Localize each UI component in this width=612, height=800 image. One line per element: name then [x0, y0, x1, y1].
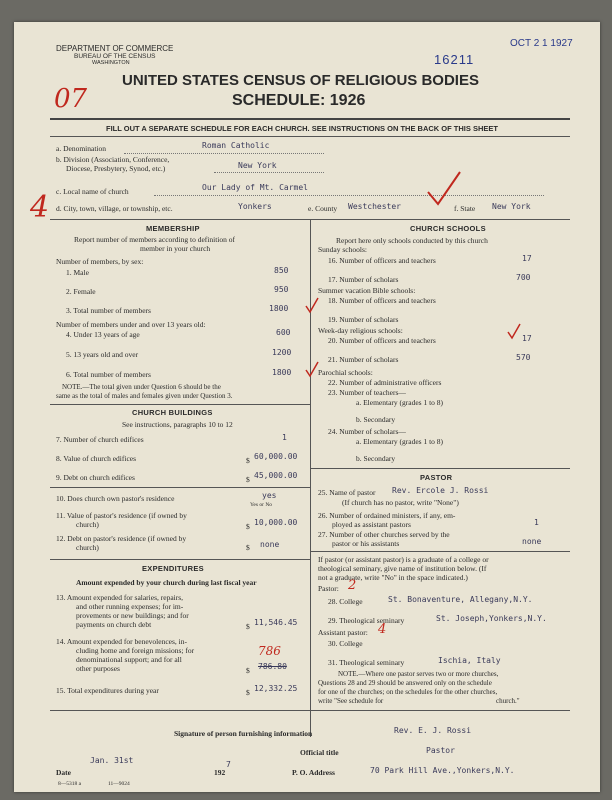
membership-intro-2: member in your church [140, 244, 211, 253]
q1-value: 850 [274, 266, 289, 275]
form-number-2: 11—9024 [108, 781, 130, 787]
pastor-sub-label: Pastor: [318, 584, 339, 593]
buildings-title: CHURCH BUILDINGS [132, 408, 213, 417]
division-label: b. Division (Association, Conference, [56, 155, 170, 164]
summer-label: Summer vacation Bible schools: [318, 286, 416, 295]
q4-value: 600 [276, 328, 291, 337]
grad-note: If pastor (or assistant pastor) is a graduate of a college or [318, 555, 489, 564]
q11-dollar: $ [246, 522, 250, 531]
q29-label: 29. Theological seminary [328, 616, 405, 625]
bureau-label: BUREAU OF THE CENSUS [74, 53, 156, 60]
q14-label-2: cluding home and foreign missions; for [76, 646, 195, 655]
q11-label-2: church) [76, 520, 99, 529]
signature-value: Rev. E. J. Rossi [394, 726, 472, 735]
by-sex-label: Number of members, by sex: [56, 257, 144, 266]
red-mark-07: 07 [54, 84, 88, 114]
assistant-label: Assistant pastor: [318, 628, 368, 637]
parochial-label: Parochial schools: [318, 368, 373, 377]
pastor-note-4: write "See schedule for [318, 697, 384, 705]
census-form-page [14, 22, 600, 792]
q10-value: yes [262, 491, 277, 500]
age-label: Number of members under and over 13 years old: [56, 320, 206, 329]
q4-label: 4. Under 13 years of age [66, 330, 140, 339]
q21-label: 21. Number of scholars [328, 355, 399, 364]
q24-label: 24. Number of scholars— [328, 427, 406, 436]
q7-label: 7. Number of church edifices [56, 435, 144, 444]
q31-value: Ischia, Italy [438, 656, 501, 665]
q6-label: 6. Total number of members [66, 370, 151, 379]
denomination-value: Roman Catholic [202, 141, 270, 150]
pastor-note-2: Questions 28 and 29 should be answered only on the schedule [318, 679, 492, 687]
q27-value: none [522, 537, 542, 546]
expenditures-sub: Amount expended by your church during last fiscal year [76, 578, 257, 587]
received-stamp: OCT 2 1 1927 [510, 38, 573, 49]
q20-label: 20. Number of officers and teachers [328, 336, 436, 345]
dept-label: DEPARTMENT OF COMMERCE [56, 44, 174, 53]
form-number: 8—5318 a [58, 781, 82, 787]
q9-dollar: $ [246, 475, 250, 484]
form-title: UNITED STATES CENSUS OF RELIGIOUS BODIES [122, 72, 479, 89]
buildings-sub: See instructions, paragraphs 10 to 12 [122, 420, 233, 429]
q26-label: 26. Number of ordained ministers, if any, em- [318, 511, 456, 520]
address-value: 70 Park Hill Ave.,Yonkers,N.Y. [370, 766, 515, 775]
q9-label: 9. Debt on church edifices [56, 473, 135, 482]
q26-value: 1 [534, 518, 539, 527]
city-label-field: d. City, town, village, or township, etc. [56, 204, 173, 213]
date-label: Date [56, 768, 71, 777]
q10-label: 10. Does church own pastor's residence [56, 494, 175, 503]
q17-value: 700 [516, 273, 531, 282]
q14-dollar: $ [246, 666, 250, 675]
q1-label: 1. Male [66, 268, 89, 277]
q28-label: 28. College [328, 597, 363, 606]
q5-value: 1200 [272, 348, 292, 357]
membership-note: NOTE.—The total given under Question 6 should be the [62, 383, 221, 391]
q9-value: 45,000.00 [254, 471, 298, 480]
q23a-label: a. Elementary (grades 1 to 8) [356, 398, 444, 407]
q27-label: 27. Number of other churches served by the [318, 530, 450, 539]
red-check-q20-icon [506, 322, 522, 340]
year-prefix: 192 [214, 768, 226, 777]
q25-label: 25. Name of pastor [318, 488, 376, 497]
q11-label: 11. Value of pastor's residence (if owned by [56, 511, 187, 520]
q13-label: 13. Amount expended for salaries, repairs, [56, 593, 184, 602]
q11-value: 10,000.00 [254, 518, 298, 527]
local-name-label: c. Local name of church [56, 187, 129, 196]
official-title-value: Pastor [426, 746, 455, 755]
q3-value: 1800 [269, 304, 289, 313]
q8-dollar: $ [246, 456, 250, 465]
q24a-label: a. Elementary (grades 1 to 8) [356, 437, 444, 446]
q12-label: 12. Debt on pastor's residence (if owned by [56, 534, 187, 543]
q12-label-2: church) [76, 543, 99, 552]
denomination-label: a. Denomination [56, 144, 106, 153]
red-checkmark-icon [424, 170, 464, 210]
grad-note-3: not a graduate, write "No" in the space indicated.) [318, 573, 468, 582]
pastor-note-3: for one of the churches; on the schedules for the other churches, [318, 688, 498, 696]
schools-intro: Report here only schools conducted by this church [336, 236, 488, 245]
q16-label: 16. Number of officers and teachers [328, 256, 436, 265]
q15-dollar: $ [246, 688, 250, 697]
membership-title: MEMBERSHIP [146, 224, 200, 233]
q7-value: 1 [282, 433, 287, 442]
q8-label: 8. Value of church edifices [56, 454, 137, 463]
schedule-title: SCHEDULE: 1926 [232, 92, 366, 109]
assistant-red-mark: 4 [378, 622, 387, 637]
membership-note-2: same as the total of males and females given under Question 3. [56, 392, 233, 400]
county-value: Westchester [348, 202, 401, 211]
q14-label-3: denominational support; and for all [76, 655, 182, 664]
pastor-note: NOTE.—Where one pastor serves two or more churches, [338, 670, 499, 678]
serial-number: 16211 [434, 52, 475, 67]
q12-value: none [260, 540, 280, 549]
red-margin-mark: 4 [30, 190, 50, 225]
expenditures-title: EXPENDITURES [142, 564, 204, 573]
q15-value: 12,332.25 [254, 684, 298, 693]
official-title-label: Official title [300, 748, 339, 757]
pastor-title: PASTOR [420, 473, 453, 482]
q14-label: 14. Amount expended for benevolences, in- [56, 637, 188, 646]
year-value: 7 [226, 760, 231, 769]
q20-value: 17 [522, 334, 532, 343]
pastor-red-mark: 2 [348, 578, 357, 593]
weekday-label: Week-day religious schools: [318, 326, 403, 335]
q13-label-3: provements or new buildings; and for [76, 611, 189, 620]
pastor-name-value: Rev. Ercole J. Rossi [392, 486, 489, 495]
q2-value: 950 [274, 285, 289, 294]
q3-label: 3. Total number of members [66, 306, 151, 315]
city-label: WASHINGTON [92, 60, 130, 66]
q13-value: 11,546.45 [254, 618, 298, 627]
schools-title: CHURCH SCHOOLS [410, 224, 486, 233]
q25-note: (If church has no pastor, write "None") [342, 498, 459, 507]
q18-label: 18. Number of officers and teachers [328, 296, 436, 305]
q17-label: 17. Number of scholars [328, 275, 399, 284]
q6-value: 1800 [272, 368, 292, 377]
address-label: P. O. Address [292, 768, 335, 777]
yes-no-hint: Yes or No [250, 502, 273, 508]
date-value: Jan. 31st [90, 756, 134, 765]
q31-label: 31. Theological seminary [328, 658, 405, 667]
membership-intro: Report number of members according to definition of [74, 235, 235, 244]
city-value: Yonkers [238, 202, 272, 211]
q19-label: 19. Number of scholars [328, 315, 399, 324]
q8-value: 60,000.00 [254, 452, 298, 461]
q15-label: 15. Total expenditures during year [56, 686, 159, 695]
county-label: e. County [308, 204, 338, 213]
q26-label-2: ployed as assistant pastors [332, 520, 411, 529]
q2-label: 2. Female [66, 287, 96, 296]
title-rule [50, 118, 570, 120]
q12-dollar: $ [246, 543, 250, 552]
q14-red-correction: 786 [258, 644, 281, 658]
q16-value: 17 [522, 254, 532, 263]
pastor-note-5: church." [496, 697, 520, 705]
local-name-value: Our Lady of Mt. Carmel [202, 183, 308, 192]
signature-label: Signature of person furnishing information [174, 729, 313, 738]
instruction-line: FILL OUT A SEPARATE SCHEDULE FOR EACH CHURCH. SEE INSTRUCTIONS ON THE BACK OF THIS SHEET [106, 124, 498, 133]
sunday-label: Sunday schools: [318, 245, 367, 254]
grad-note-2: theological seminary, give name of institution below. (If [318, 564, 487, 573]
q5-label: 5. 13 years old and over [66, 350, 139, 359]
q14-label-4: other purposes [76, 664, 120, 673]
q27-label-2: pastor or his assistants [332, 539, 400, 548]
q13-label-2: and other running expenses; for im- [76, 602, 184, 611]
q13-dollar: $ [246, 622, 250, 631]
q29-value: St. Joseph,Yonkers,N.Y. [436, 614, 547, 623]
q23-label: 23. Number of teachers— [328, 388, 406, 397]
q22-label: 22. Number of administrative officers [328, 378, 442, 387]
red-check-q3-icon [304, 296, 320, 314]
division-label-2: Diocese, Presbytery, Synod, etc.) [66, 164, 166, 173]
state-value: New York [492, 202, 531, 211]
q21-value: 570 [516, 353, 531, 362]
q23b-label: b. Secondary [356, 415, 396, 424]
q28-value: St. Bonaventure, Allegany,N.Y. [388, 595, 533, 604]
division-value: New York [238, 161, 277, 170]
q13-label-4: payments on church debt [76, 620, 152, 629]
state-label: f. State [454, 204, 476, 213]
q14-value: 786.80 [258, 662, 287, 671]
q24b-label: b. Secondary [356, 454, 396, 463]
q30-label: 30. College [328, 639, 363, 648]
